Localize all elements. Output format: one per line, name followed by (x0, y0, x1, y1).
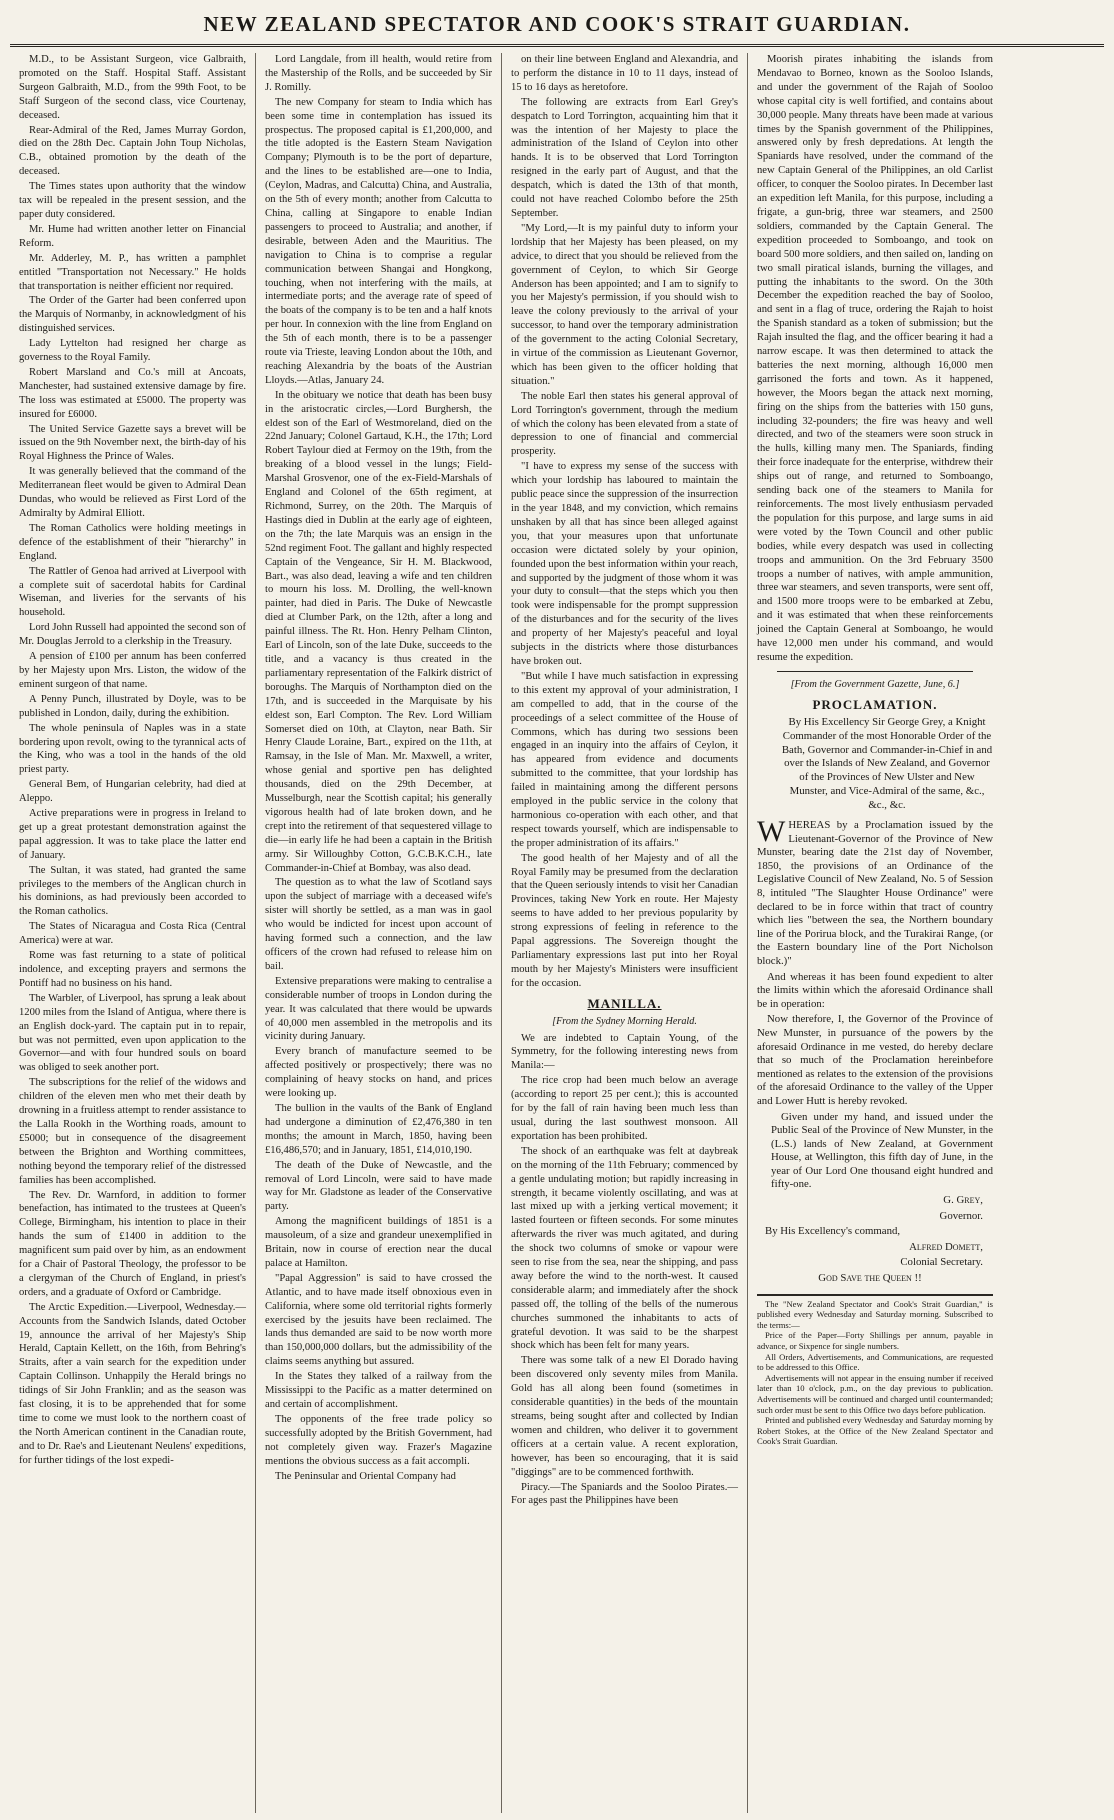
news-paragraph: The death of the Duke of Newcastle, and the removal of Lord Lincoln, were said to have made way for Mr. Gladstone as leader of the Conservative party. (265, 1159, 492, 1213)
news-paragraph: The whole peninsula of Naples was in a state bordering upon revolt, owing to the tyrannical acts of the King, who was a tool in the hands of the old priest party. (19, 722, 246, 776)
news-paragraph: Lord Langdale, from ill health, would retire from the Mastership of the Rolls, and be succeeded by Sir J. Romilly. (265, 54, 492, 93)
news-paragraph: It was generally believed that the command of the Mediterranean fleet would be given to Admiral Dean Dundas, who would be relieved as First Lord of the Admiralty by Admiral Elliott. (19, 466, 246, 519)
notice-paragraph: Price of the Paper—Forty Shillings per annum, payable in advance, or Sixpence for single numbers. (757, 1330, 993, 1351)
news-paragraph: In the States they talked of a railway from the Mississippi to the Pacific as a matter determined on and certain of accomplishment. (265, 1371, 492, 1410)
news-paragraph: The States of Nicaragua and Costa Rica (Central America) were at war. (19, 921, 246, 947)
publication-notice (757, 1294, 993, 1447)
news-paragraph: The subscriptions for the relief of the widows and children of the eleven men who met their death by drowning in a fruitless attempt to render assistance to the Lalla Rookh in the Worthing roads, amount to £5000; but in consequence of the disagreement between the Brighton and Worthing committees, nothing beyond the temporary relief of the distressed families has been accomplished. (19, 1077, 246, 1186)
proclamation-paragraph-3: Now therefore, I, the Governor of the Province of New Munster, in pursuance of the powers by the aforesaid Ordinance in me vested, do hereby declare that so much of the Proclamation hereinbefore mentioned as relates to the extension of the provisions of the aforesaid Ordinance to the valley of the Upper and Lower Hutt is hereby revoked. (757, 1013, 993, 1107)
column-3 (502, 53, 748, 1813)
command-line: By His Excellency's command, (765, 1225, 901, 1238)
news-paragraph: Lord John Russell had appointed the second son of Mr. Douglas Jerrold to a clerkship in the Treasury. (19, 622, 246, 648)
column-4 (748, 53, 1002, 1813)
news-paragraph: "My Lord,—It is my painful duty to inform your lordship that her Majesty has been pleased, on my advice, to direct that you should be relieved from the government of Ceylon, to which Sir George Anderson has been appointed; and I am to signify to you her Majesty's permission, if you should wish to leave the colony previously to the arrival of your successor, to hand over the temporary administration of the government to the acting Colonial Secretary, in virtue of the commission as Lieutenant Governor, which has been given to the officer holding that situation." (511, 222, 738, 387)
news-paragraph: Robert Marsland and Co.'s mill at Ancoats, Manchester, had sustained extensive damage by fire. The loss was estimated at £5000. The property was insured for £6000. (19, 366, 246, 420)
proclamation-heading: PROCLAMATION. (812, 696, 938, 712)
news-paragraph: The shock of an earthquake was felt at daybreak on the morning of the 11th February; commenced by a gentle undulating motion; but rapidly increasing in strength, it became violently oscillating, and was at last mixed up with a jerking vertical movement; it lasted fourteen or fifteen seconds. For some minutes afterwards the river was much agitated, and during the shock two columns of smoke or vapour were seen to rise from the sea, near the shipping, and pass away before the wind to the north-west. It caused considerable alarm; and immediately after the shock passed off, the tolling of the bells of the numerous churches summoned the inhabitants to acts of grateful devotion. It was said to be the sharpest shock which has been felt for many years. (511, 1145, 738, 1352)
news-paragraph: M.D., to be Assistant Surgeon, vice Galbraith, promoted on the Staff. Hospital Staff. Assistant Surgeon Galbraith, M.D., from the 99th Foot, to be Staff Surgeon of the second class, vice Courtenay, deceased. (19, 54, 246, 121)
news-paragraph: The Rattler of Genoa had arrived at Liverpool with a complete suit of sacerdotal habits for Cardinal Wiseman, and liveries for the servants of his household. (19, 565, 246, 619)
news-paragraph: General Bem, of Hungarian celebrity, had died at Aleppo. (19, 779, 246, 805)
news-paragraph: The Roman Catholics were holding meetings in defence of the establishment of their "hierarchy" in England. (19, 522, 246, 562)
proclamation-paragraph-1: HEREAS by a Proclamation issued by the Lieutenant-Governor of the Province of New Munster, bearing date the 21st day of November, 1850, the provisions of an Ordinance of the Legislative Council of New Zealand, No. 5 of Session 8, intituled "The Slaughter House Ordinance" were declared to be in force within that tract of country which lies "between the sea, the Northern boundary line of the Porirua block, and the Turakirai Range, (or the Eastern boundary line of the Port Nicholson block.)" (757, 819, 993, 967)
proclamation-source: [From the Government Gazette, June, 6.] (790, 678, 960, 690)
news-paragraph: The good health of her Majesty and of all the Royal Family may be presumed from the declaration that the Queen seriously intends to visit her Canadian Provinces, taking New York en route. Her Majesty seems to have added to her previous popularity by strong expressions of feeling in reference to the Papal aggressions. The Sovereign thought the Parliamentary expressions last put into her Royal mouth by her Majesty's Ministers were insufficient for the occasion. (511, 852, 738, 989)
sooloo-article (757, 53, 993, 665)
news-paragraph: The rice crop had been much below an average (according to report 25 per cent.); this is accounted for by the fall of rain having been much less than usual, during the last southwest monsoon. All exportation has been prohibited. (511, 1075, 738, 1142)
ceylon-article (511, 53, 738, 991)
manilla-source: [From the Sydney Morning Herald. (552, 1015, 697, 1027)
news-paragraph: Every branch of manufacture seemed to be affected positively or prospectively; there was no complaining of heavy stocks on hand, and prices were looking up. (265, 1046, 492, 1100)
news-paragraph: The Peninsular and Oriental Company had (275, 1470, 456, 1482)
signature-secretary-title: Colonial Secretary. (900, 1256, 983, 1269)
news-paragraph: The following are extracts from Earl Grey's despatch to Lord Torrington, acquainting him that it was the intention of her Majesty to place the administration of the Island of Ceylon into other hands. It is to be observed that Lord Torrington resigned in the early part of August, and that the despatch, which is dated the 13th of that month, could not have reached Colombo before the 25th September. (511, 96, 738, 219)
masthead: NEW ZEALAND SPECTATOR AND COOK'S STRAIT GUARDIAN. (10, 8, 1104, 47)
news-paragraph: Rear-Admiral of the Red, James Murray Gordon, died on the 28th Dec. Captain John Toup Nicholas, C.B., obtained promotion by the death of the deceased. (19, 124, 246, 178)
proclamation-preamble: By His Excellency Sir George Grey, a Knight Commander of the most Honorable Order of the Bath, Governor and Commander-in-Chief in and over the Islands of New Zealand, and Governor of the Provinces of New Ulster and New Munster, and Vice-Admiral of the same, &c., &c., &c. (781, 715, 993, 812)
seal-text: Given under my hand, and issued under the Public Seal of the Province of New Munster, in the (L.S.) lands of New Zealand, at Government House, at Wellington, this fifth day of June, in the year of Our Lord One thousand eight hundred and fifty-one. (771, 1110, 993, 1191)
column-1 (10, 53, 256, 1813)
news-paragraph: Moorish pirates inhabiting the islands from Mendavao to Borneo, known as the Sooloo Islands, and under the government of the Rajah of Sooloo whose capital city is well fortified, and contains about 30,000 people. Many threats have been made at various times by the Spanish government of the Philippines, answered only by fresh depredations. At length the Spaniards have resolved, under the command of the new Captain General of the Philippines, an old Carlist officer, to conquer the Sooloo pirates. In December last an expedition left Manila, for this purpose, including a frigate, a gun-brig, three war steamers, and 2500 soldiers, commanded by the Captain General. The expedition proceeded to Somboango, and took on board 500 more soldiers, and then sailed on, landing on two small piratical islands, burning the villages, and putting the inhabitants to the sword. On the 30th December the expedition reached the bay of Sooloo, and sent in a flag of truce, ordering the Rajah to hoist the Spanish standard as a token of submission; but the Rajah insulted the flag, and the officer bearing it had a narrow escape. It was then determined to attack the batteries the next morning, although 16,000 men garrisoned the forts and town. As it happened, however, the Moors began the attack next morning, firing on the ships from the batteries with 150 guns, including 32-pounders; the fire was heavy and well directed, and two of the steamers were soon struck in the hulls, killing many men. The Spaniards, finding their force inadequate for the enterprise, withdrew their ships out of range, and returned to Somboango, sending back one of the steamers to Manila for reinforcements. The most lively enthusiasm pervaded the population for this purpose, and large sums in aid were voted by the Town Council and other public bodies, while every despatch was used in collecting troops and ammunition. On the 3rd February 3500 troops a number of natives, with ample ammunition, three war steamers, and seven transports, were sent off, and 1500 more troops were to be embarked at Zebu, and it was estimated that when these reinforcements joined the Captain General at Somboango, he would have 12,000 men under his command, and would resume the expedition. (757, 54, 993, 663)
signature-secretary: Alfred Domett, (909, 1240, 983, 1253)
news-paragraph: The noble Earl then states his general approval of Lord Torrington's government, through the medium of which the colony has been elevated from a state of depression to one of financial and commercial prosperity. (511, 390, 738, 458)
notice-paragraph: Printed and published every Wednesday and Saturday morning by Robert Stokes, at the Office of the New Zealand Spectator and Cook's Strait Guardian. (757, 1415, 993, 1447)
proclamation-paragraph-2: And whereas it has been found expedient to alter the limits within which the aforesaid Ordinance shall be in operation: (757, 970, 993, 1010)
news-paragraph: The Sultan, it was stated, had granted the same privileges to the members of the Anglican church in his dominions, as had previously been accorded to the Roman catholics. (19, 864, 246, 918)
signature-governor-title: Governor. (939, 1209, 983, 1222)
news-paragraph: Among the magnificent buildings of 1851 is a mausoleum, of a size and grandeur unexemplified in Britain, now in course of erection near the ducal palace at Hamilton. (265, 1216, 492, 1269)
proclamation-body (757, 815, 993, 1286)
news-paragraph: Lady Lyttelton had resigned her charge as governess to the Royal Family. (19, 338, 246, 364)
columns (10, 53, 1104, 1813)
news-paragraph: Piracy.—The Spaniards and the Sooloo Pirates.—For ages past the Philippines have been (511, 1481, 738, 1507)
manilla-article (511, 1032, 738, 1509)
notice-paragraph: The "New Zealand Spectator and Cook's Strait Guardian," is published every Wednesday and Saturday morning. Subscribed to the terms:— (757, 1298, 993, 1330)
news-paragraph: Mr. Hume had written another letter on Financial Reform. (19, 223, 246, 249)
news-paragraph: "But while I have much satisfaction in expressing to this extent my approval of your administration, I am compelled to add, that in the course of the proceedings of a select committee of the House of Commons, which has during two sessions been engaged in an inquiry into the affairs of Ceylon, it has appeared from evidence and documents submitted to the committee, that your lordship has failed in maintaining among the different persons employed in the public service in the colony that harmonious co-operation with each other, and that respect towards yourself, which are indispensable to the proper administration of its affairs." (511, 670, 738, 849)
news-paragraph: on their line between England and Alexandria, and to perform the distance in 10 to 11 days, instead of 15 to 16 days as heretofore. (511, 54, 738, 93)
news-paragraph: In the obituary we notice that death has been busy in the aristocratic circles,—Lord Burghersh, the eldest son of the Earl of Westmoreland, died on the 22nd January; Colonel Gartaud, K.H., the 17th; Lord Robert Taylour died at Fermoy on the 19th, from the breaking of a blood vessel in the lungs; Field-Marshal Grosvenor, one of the ex-Field-Marshals of England and Colonel of the 65th regiment, at Richmond, Surrey, on the 20th. The Marquis of Hastings died in Dublin at the early age of eighteen, on the 7th; the late Marquis was an ensign in the 52nd regiment Foot. The gallant and highly respected Captain of the Vengeance, Sir H. M. Blackwood, Bart., was also dead, leaving a wife and ten children to mourn his loss. M. Drolling, the well-known painter, had died in Paris. The Duke of Newcastle died at Clumber Park, on the 12th, after a long and painful illness. The Rt. Hon. Henry Pelham Clinton, Earl of Lincoln, son of the late Duke, succeeds to the title, and a vacancy is thus created in the parliamentary representation of the Falkirk district of boroughs. The Marquis of Northampton died on the 17th, and is succeeded in the Marquisate by his eldest son, Earl Compton. The Rev. Lord William Somerset died on 10th, at Clayton, near Bath. Sir Henry Claude Loraine, Bart., expired on the 11th, at Ramsay, in the Isle of Man. Mr. Maxwell, a writer, whose genial and sportive pen has delighted thousands, died on the 29th December, at Musselburgh, near the Scottish capital; his generally vigorous health had of late broken down, and he crept into the retirement of that sequestered village to die—in early life he had been a captain in the British army. Sir Willoughby Cotton, G.C.B.K.C.H., late Commander-in-Chief at Bombay, was also dead. (265, 389, 492, 874)
news-paragraph: Extensive preparations were making to centralise a considerable number of troops in London during the year. It was calculated that there would be upwards of 40,000 men assembled in the metropolis and its vicinity during January. (265, 975, 492, 1043)
dropcap-letter: W (757, 815, 786, 849)
news-paragraph: The Arctic Expedition.—Liverpool, Wednesday.—Accounts from the Sandwich Islands, dated October 19, announce the arrival of her Majesty's Ship Herald, Captain Kellett, on the 16th, from Behring's Straits, after a vain search for the expedition under Captain Collinson. Unhappily the Herald brings no tidings of Sir John Franklin; and as the season was fast closing, it is to be apprehended that for some time to come we must look to the northern coast of the North American continent in the Canadian route, and to Dr. Rae's and Lieutenant Neulens' expeditions, for further tidings of the lost expedi- (19, 1301, 246, 1466)
notice-paragraph: Advertisements will not appear in the ensuing number if received later than 10 o'clock, p.m., on the day previous to publication. Advertisements will be continued and charged until countermanded; such order must be sent to this Office two days before publication. (757, 1372, 993, 1415)
news-paragraph: The question as to what the law of Scotland says upon the subject of marriage with a deceased wife's sister will shortly be settled, as a man was in gaol who would be indicted for incest upon account of having formed such a connection, and the law officers of the crown had refused to release him on bail. (265, 877, 492, 972)
signature-governor: G. Grey, (943, 1194, 983, 1207)
news-paragraph: The opponents of the free trade policy so successfully adopted by the British Government, had not completely given way. Frazer's Magazine mentions the obvious success as a fait accompli. (265, 1413, 492, 1467)
column-2 (256, 53, 502, 1813)
news-paragraph: There was some talk of a new El Dorado having been discovered only seventy miles from Manila. Gold has all along been found (sometimes in considerable quantities) in the beds of the mountain streams, being sought after and collected by Indian women and children, who deliver it to government officers at a certain value. A recent exploration, however, has been so encouraging, that it is said "diggings" are to be commenced forthwith. (511, 1355, 738, 1478)
news-paragraph: The new Company for steam to India which has been some time in contemplation has issued its prospectus. The proposed capital is £1,200,000, and the title adopted is the Eastern Steam Navigation Company; Plymouth is to be the port of departure, and the lines to be established are—one to India, (Ceylon, Madras, and Calcutta) China, and Australia, on the 5th of every month; another from Calcutta to China, calling at Singapore to enable Indian passengers to proceed to Australia; and another, if desirable, between Aden and the Mauritius. The navigation to China is to comprise a regular communication between Shangai and Hongkong, touching, when not interfering with the mails, at intermediate ports; and the average rate of speed of the boats of the company is to be ten and a half knots per hour. In connexion with the line from England on the 5th of each month, there is to be a passenger route via Trieste, leaving London about the 10th, and reaching Alexandria by the boats of the Austrian Lloyds.—Atlas, January 24. (265, 96, 492, 386)
notice-paragraph: All Orders, Advertisements, and Communications, are requested to be addressed to this Office. (757, 1351, 993, 1373)
news-paragraph: We are indebted to Captain Young, of the Symmetry, for the following interesting news from Manila:— (511, 1032, 738, 1072)
news-paragraph: The Order of the Garter had been conferred upon the Marquis of Normanby, in acknowledgment of his distinguished services. (19, 295, 246, 335)
god-save-the-queen: God Save the Queen !! (818, 1272, 922, 1285)
news-paragraph: The Rev. Dr. Warnford, in addition to former benefaction, has intimated to the trustees at Queen's College, Birmingham, his intention to place in their hands the sum of £1400 in addition to the magnificent sum paid over by him, as an endowment for a Chair of Pastoral Theology, the professor to be a clergyman of the Church of England, in priest's orders, and a graduate of Oxford or Cambridge. (19, 1189, 246, 1298)
news-paragraph: The Warbler, of Liverpool, has sprung a leak about 1200 miles from the Island of Antigua, where there is an English dock-yard. The captain put in to repair, but was not permitted, even upon application to the Governor—and with four hundred souls on board was obliged to seek another port. (19, 992, 246, 1074)
manilla-heading: MANILLA. (587, 995, 662, 1011)
news-paragraph: "I have to express my sense of the success with which your lordship has laboured to maintain the public peace since the suppression of the insurrection in the year 1848, and my conviction, which remains unshaken by all that has since been alleged against you, that your measures upon that unfortunate occasion were dictated solely by your opinion, founded upon the best information within your reach, and supported by the judgment of those whom it was your duty to consult—that the steps which you then took were indispensable for the prompt suppression of the disturbances and for the security of the lives and property of her Majesty's peaceful and loyal subjects in the districts where those disturbances have broken out. (511, 461, 738, 667)
news-paragraph: "Papal Aggression" is said to have crossed the Atlantic, and to have made itself obnoxious even in California, where some old territorial rights formerly exercised by the jesuits have been reclaimed. The lands thus demanded are said to be now worth more than 150,000,000 dollars, but the admissibility of the claims seems anything but assured. (265, 1272, 492, 1368)
news-paragraph: The Times states upon authority that the window tax will be repealed in the present session, and the paper duty considered. (19, 181, 246, 220)
news-paragraph: Active preparations were in progress in Ireland to get up a great protestant demonstration against the papal aggression. It was to take place the latter end of January. (19, 808, 246, 861)
news-paragraph: A Penny Punch, illustrated by Doyle, was to be published in London, daily, during the exhibition. (19, 693, 246, 719)
news-paragraph: The United Service Gazette says a brevet will be issued on the 9th November next, the birth-day of his Royal Highness the Prince of Wales. (19, 423, 246, 463)
divider (777, 671, 973, 672)
news-paragraph: Rome was fast returning to a state of political indolence, and excepting prayers and sermons the Pontiff had no business on his hand. (19, 950, 246, 989)
news-paragraph: A pension of £100 per annum has been conferred by her Majesty upon Mrs. Liston, the widow of the eminent surgeon of that name. (19, 651, 246, 690)
news-paragraph: The bullion in the vaults of the Bank of England had undergone a diminution of £2,476,380 in ten months; the amount in March, 1850, having been £16,486,570; and in January, 1851, £14,010,190. (265, 1102, 492, 1156)
news-paragraph: Mr. Adderley, M. P., has written a pamphlet entitled "Transportation not Necessary." He holds that transportation is neither efficient nor required. (19, 252, 246, 292)
